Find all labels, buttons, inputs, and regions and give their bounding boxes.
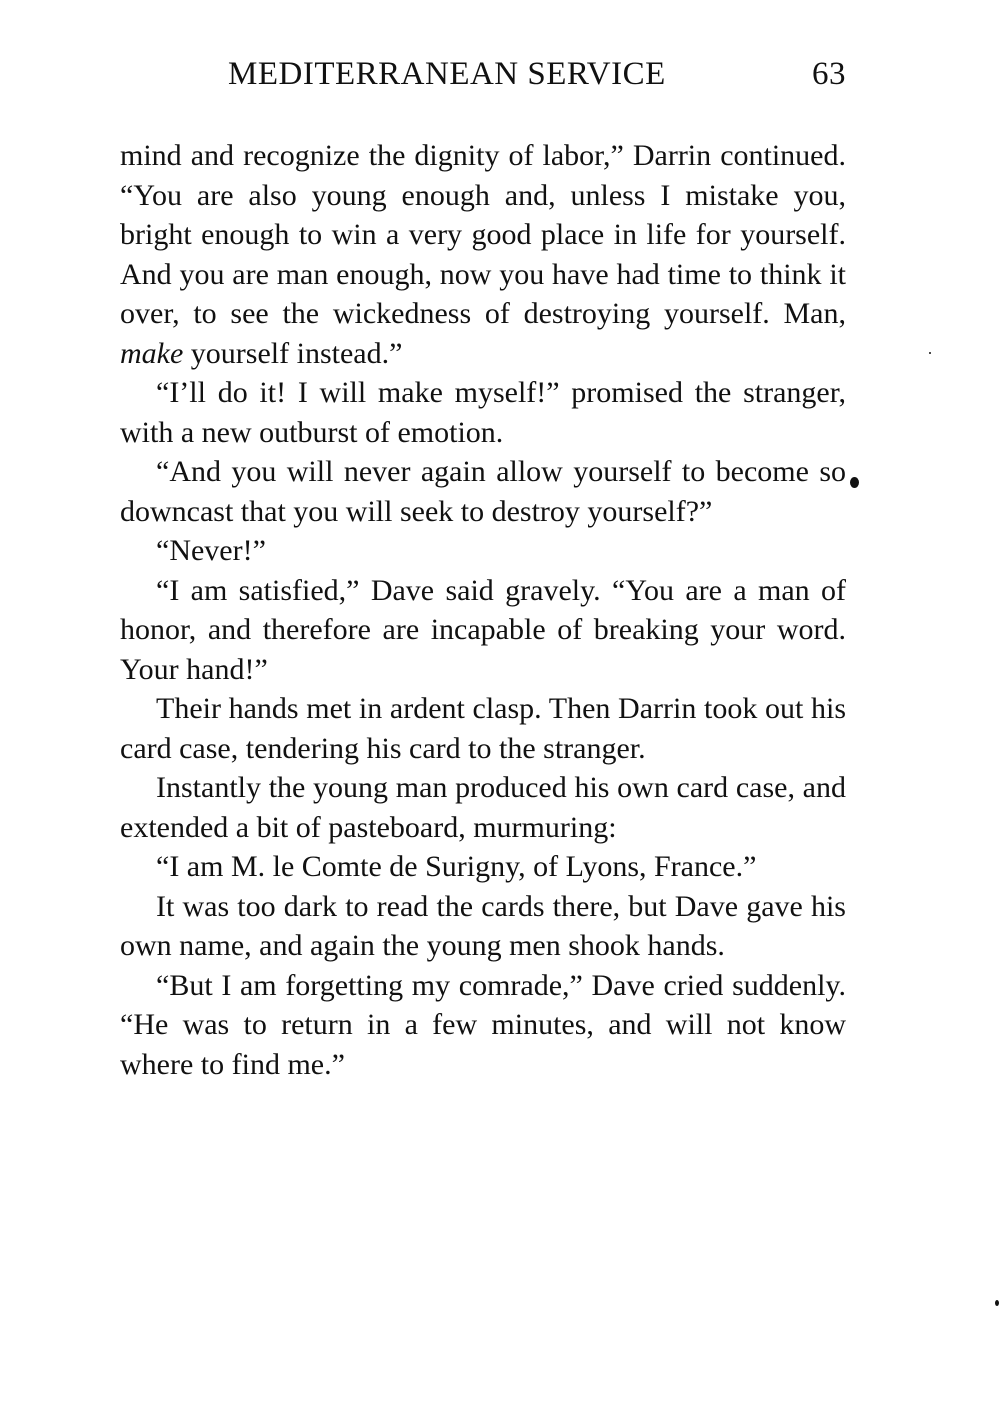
paragraph-7: Instantly the young man produced his own card case, and extended a bit of pasteboard, murmuring: <box>120 771 846 844</box>
running-head <box>118 56 846 100</box>
paragraph-9: It was too dark to read the cards there, but Dave gave his own name, and again the young men shook hands. <box>120 889 846 962</box>
ink-speck <box>995 1300 999 1306</box>
paragraph-5: “I am satisfied,” Dave said gravely. “You are a man of honor, and therefore are incapable of breaking your word. Your hand!” <box>120 573 846 686</box>
paragraph-4: “Never!” <box>156 534 266 567</box>
paragraph-1-text-start: mind and recognize the dignity of labor,” Darrin continued. “You are also young enough and, unless I mistake you, bright enough to win a very good place in life for yourself. And you are man enough, now you have had time to think it over, to see the wickedness of destroying yourself. Man, <box>120 139 846 330</box>
emphasis-make: make <box>120 336 184 370</box>
paragraph-8: “I am M. le Comte de Surigny, of Lyons, France.” <box>156 850 757 883</box>
body-text <box>120 136 846 1084</box>
paragraph-10: “But I am forgetting my comrade,” Dave cried suddenly. “He was to return in a few minutes, and will not know where to find me.” <box>120 968 846 1081</box>
paragraph-6: Their hands met in ardent clasp. Then Darrin took out his card case, tendering his card to the stranger. <box>120 692 846 765</box>
paragraph-2: “I’ll do it! I will make myself!” promised the stranger, with a new outburst of emotion. <box>120 376 846 449</box>
paragraph-1-text-end: yourself instead.” <box>183 336 403 370</box>
ink-speck <box>929 352 931 354</box>
running-title: MEDITERRANEAN SERVICE <box>228 56 666 92</box>
paragraph-3: “And you will never again allow yourself to become so downcast that you will seek to destroy yourself?” <box>120 455 846 528</box>
page-number: 63 <box>812 56 846 92</box>
ink-speck <box>850 477 859 488</box>
paragraph-1 <box>120 136 846 373</box>
